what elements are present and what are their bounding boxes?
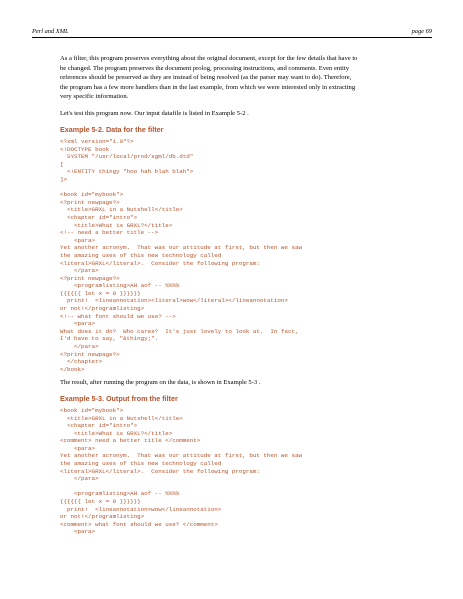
page-number: page 69 [411, 28, 432, 35]
page-content [60, 54, 430, 541]
example-5-2-code: <?xml version="1.0"?> <!DOCTYPE book SYSTEM "/usr/local/prod/sgml/db.dtd" [ <!ENTITY thingy "hoo hah blah blah"> ]> <book id="mybook"> <?print newpage?> <title>GRXL in a Nutshell</title> <chapter id="intro"> <title>What is GRXL?</title> <!-- need a better title --> <para> Yet another acronym. That was our attitude at first, but then we saw the amazing uses of this new technology called <literal>GRXL</literal>. Consider the following program: </para> <?print newpage?> <programlisting>AH aof -- %%%% {{{{{{ let x = 0 }}}}}} print! <lineannotation><literal>wow</literal></lineannotation> or not!</programlisting> <!-- what font should we use? --> <para> What does it do? Who cares? It's just lovely to look at. In fact, I'd have to say, "&thingy;". </para> <?print newpage?> </chapter> </book> [60, 138, 302, 373]
intro-paragraph: As a filter, this program preserves everything about the original document, except for the few details that have to be changed. The program preserves the document prolog, processing instructions, and comments. Even entity references should be preserved as they are instead of being resolved (as the parser may want to do). Therefore, the program has a few more handlers than in the last example, from which we were interested only in extracting very specific information. [60, 55, 358, 100]
test-paragraph: Let's test this program now. Our input datafile is listed in Example 5-2 . [60, 109, 249, 117]
example-5-2-title: Example 5-2. Data for the filter [60, 125, 164, 134]
example-5-3-code: <book id="mybook"> <title>GRXL in a Nutshell</title> <chapter id="intro"> <title>What is GRXL?</title> <comment> need a better title </comment> <para> Yet another acronym. That was our attitude at first, but then we saw the amazing uses of this new technology called <literal>GRXL</literal>. Consider the following program: </para> <programlisting>AH aof -- %%%% {{{{{{ let x = 0 }}}}}} print! <lineannotation>wow</lineannotation> or not!</programlisting> <comment> what font should we use? </comment> <para> [60, 406, 302, 536]
result-paragraph: The result, after running the program on the data, is shown in Example 5-3 . [60, 379, 261, 387]
header-divider [32, 37, 432, 38]
example-5-3-title: Example 5-3. Output from the filter [60, 393, 178, 403]
running-header-title: Perl and XML [32, 28, 69, 35]
